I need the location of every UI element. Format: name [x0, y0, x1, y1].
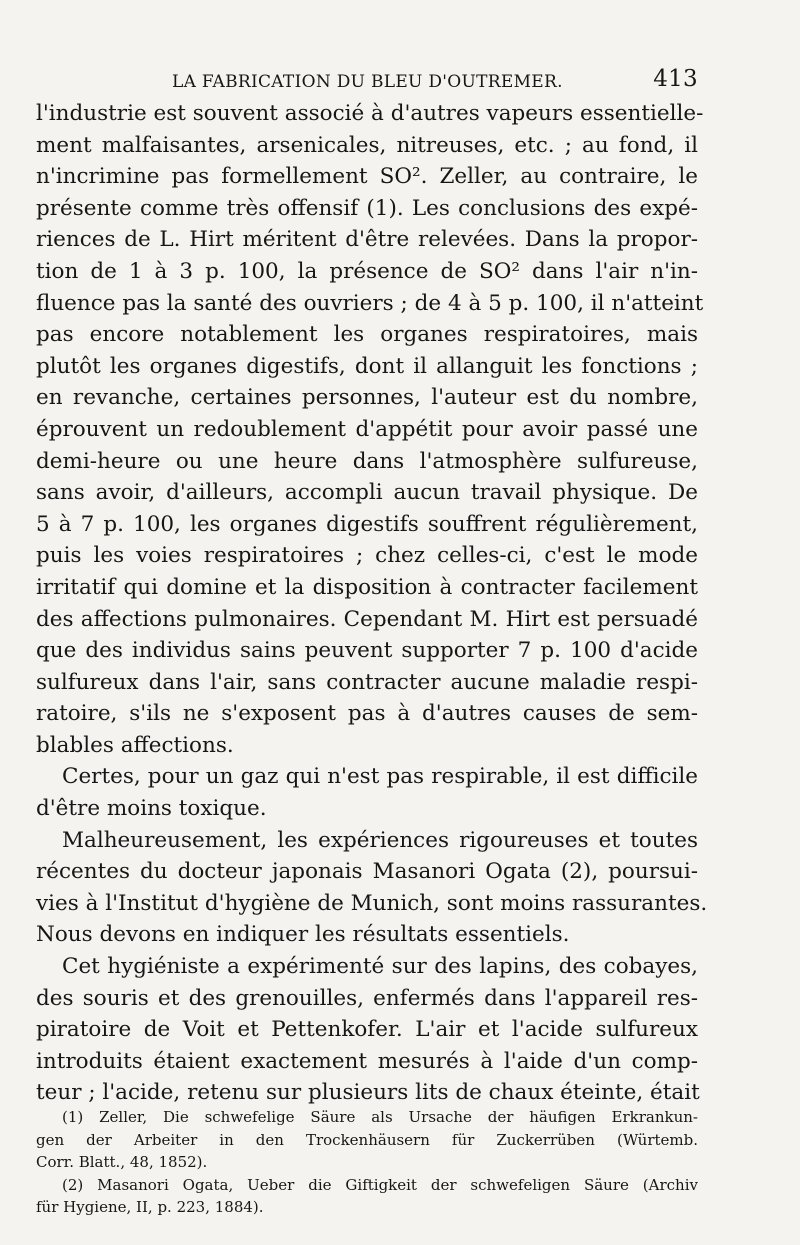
text-line: riences de L. Hirt méritent d'être relevées. Dans la propor- [36, 227, 698, 253]
text-line: éprouvent un redoublement d'appétit pour avoir passé une [36, 416, 698, 442]
text-line: des affections pulmonaires. Cependant M. Hirt est persuadé [36, 606, 698, 632]
footnote-line: gen der Arbeiter in den Trockenhäusern für Zuckerrüben (Würtemb. [36, 1130, 698, 1149]
text-line: teur ; l'acide, retenu sur plusieurs lits de chaux éteinte, était [36, 1080, 700, 1106]
text-line: 5 à 7 p. 100, les organes digestifs souffrent régulièrement, [36, 511, 698, 537]
text-line: sulfureux dans l'air, sans contracter aucune maladie respi- [36, 669, 698, 695]
text-line: n'incrimine pas formellement SO². Zeller, au contraire, le [36, 164, 698, 190]
text-line: plutôt les organes digestifs, dont il allanguit les fonctions ; [36, 353, 698, 379]
text-line: piratoire de Voit et Pettenkofer. L'air et l'acide sulfureux [36, 1017, 698, 1043]
page-header [172, 66, 698, 96]
text-line: présente comme très offensif (1). Les conclusions des expé- [36, 195, 698, 221]
running-title: LA FABRICATION DU BLEU D'OUTREMER. [172, 72, 563, 92]
text-line: Cet hygiéniste a expérimenté sur des lapins, des cobayes, [62, 954, 698, 980]
text-line: ratoire, s'ils ne s'exposent pas à d'autres causes de sem- [36, 701, 698, 727]
text-line: récentes du docteur japonais Masanori Ogata (2), poursui- [36, 859, 698, 885]
text-line: vies à l'Institut d'hygiène de Munich, sont moins rassurantes. [36, 890, 708, 916]
text-line: blables affections. [36, 732, 234, 758]
text-line: demi-heure ou une heure dans l'atmosphère sulfureuse, [36, 448, 698, 474]
body-text [36, 98, 708, 1109]
text-line: sans avoir, d'ailleurs, accompli aucun travail physique. De [36, 480, 698, 506]
text-line: l'industrie est souvent associé à d'autres vapeurs essentielle- [36, 101, 704, 126]
text-line: en revanche, certaines personnes, l'auteur est du nombre, [36, 385, 698, 411]
text-line: fluence pas la santé des ouvriers ; de 4 à 5 p. 100, il n'atteint [36, 290, 704, 316]
text-line: irritatif qui domine et la disposition à contracter facilement [36, 574, 698, 600]
footnote-line: Corr. Blatt., 48, 1852). [36, 1153, 208, 1171]
text-line: Malheureusement, les expériences rigoureuses et toutes [62, 827, 698, 853]
text-line: Nous devons en indiquer les résultats essentiels. [36, 922, 570, 948]
text-line: que des individus sains peuvent supporter 7 p. 100 d'acide [36, 638, 698, 664]
text-line: puis les voies respiratoires ; chez celles-ci, c'est le mode [36, 543, 698, 569]
text-line: pas encore notablement les organes respiratoires, mais [36, 322, 698, 348]
footnote-line: für Hygiene, II, p. 223, 1884). [36, 1198, 264, 1216]
text-line: d'être moins toxique. [36, 796, 267, 822]
text-line: introduits étaient exactement mesurés à l'aide d'un comp- [36, 1048, 698, 1074]
text-line: tion de 1 à 3 p. 100, la présence de SO² dans l'air n'in- [36, 258, 698, 284]
footnotes [36, 1106, 698, 1219]
text-line: des souris et des grenouilles, enfermés dans l'appareil res- [36, 985, 698, 1011]
page-number: 413 [653, 66, 698, 92]
footnote-line: (2) Masanori Ogata, Ueber die Giftigkeit der schwefeligen Säure (Archiv [62, 1175, 698, 1194]
text-line: Certes, pour un gaz qui n'est pas respirable, il est difficile [62, 764, 698, 790]
text-line: ment malfaisantes, arsenicales, nitreuses, etc. ; au fond, il [36, 132, 698, 158]
footnote-line: (1) Zeller, Die schwefelige Säure als Ursache der häufigen Erkrankun- [62, 1108, 698, 1126]
